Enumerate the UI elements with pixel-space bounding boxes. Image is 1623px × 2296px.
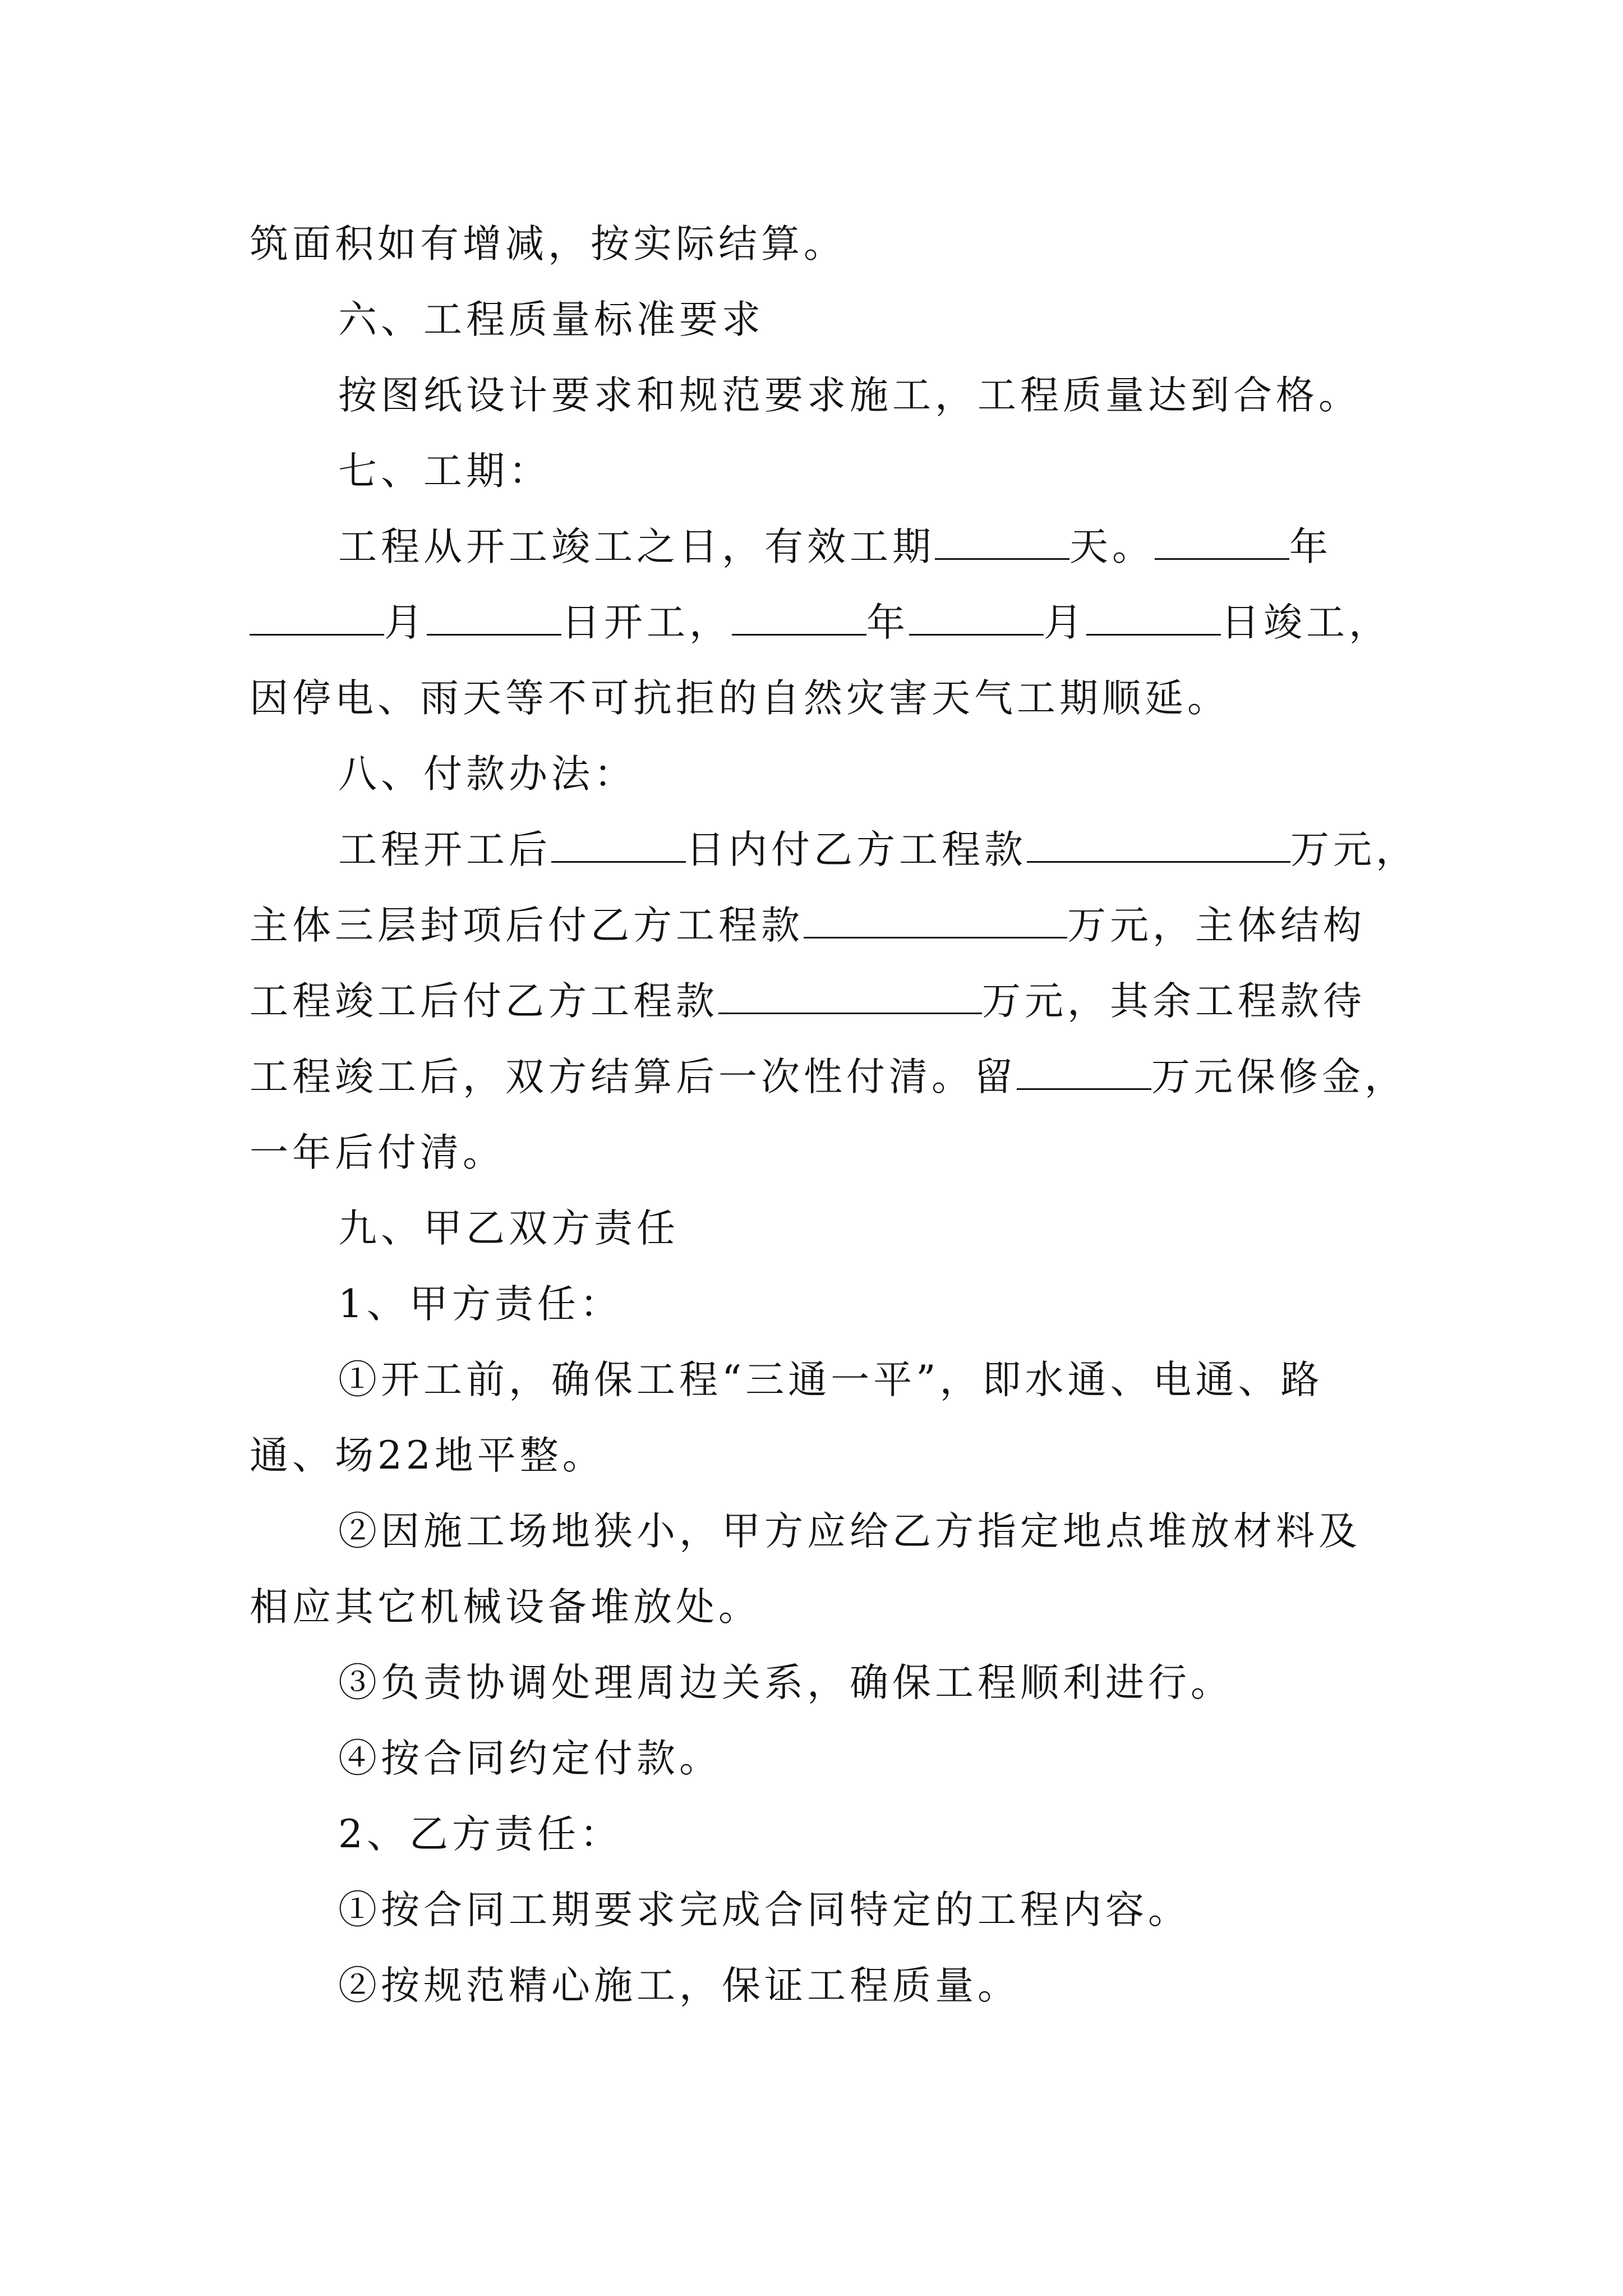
section-heading-responsibilities: 九、甲乙双方责任: [338, 1206, 679, 1251]
text-line: 工程开工后 日内付乙方工程款 万元，: [338, 827, 1418, 872]
blank-field: [1086, 600, 1221, 636]
section-heading-quality: 六、工程质量标准要求: [338, 297, 764, 342]
subheading-party-b: 2、乙方责任：: [338, 1812, 623, 1857]
text-line: 月 日开工， 年 月 日竣工，: [250, 595, 1416, 651]
text-line: ④按合同约定付款。: [338, 1736, 722, 1781]
blank-field: [1027, 827, 1290, 863]
text-line: ①开工前，确保工程“三通一平”，即水通、电通、路: [338, 1358, 1324, 1402]
blank-field: [551, 827, 686, 863]
text-line: 工程竣工后，双方结算后一次性付清。留 万元保修金，: [250, 1055, 1407, 1099]
text-line: 主体三层封项后付乙方工程款 万元，主体结构: [250, 903, 1366, 948]
blank-field: [1017, 1055, 1151, 1090]
blank-field: [935, 524, 1069, 560]
text-line: ②按规范精心施工，保证工程质量。: [338, 1963, 1020, 2008]
text-line: 因停电、雨天等不可抗拒的自然灾害天气工期顺延。: [250, 676, 1230, 721]
blank-field: [732, 600, 866, 636]
text-line: 工程竣工后付乙方工程款 万元，其余工程款待: [250, 979, 1366, 1024]
text-line: ②因施工场地狭小，甲方应给乙方指定地点堆放材料及: [338, 1509, 1361, 1554]
subheading-party-a: 1、甲方责任：: [338, 1282, 623, 1327]
text-line: 一年后付清。: [250, 1130, 505, 1175]
section-heading-payment: 八、付款办法：: [338, 752, 637, 797]
text-line: ①按合同工期要求完成合同特定的工程内容。: [338, 1888, 1191, 1932]
text-line: 按图纸设计要求和规范要求施工，工程质量达到合格。: [338, 373, 1361, 418]
blank-field: [250, 600, 384, 636]
text-line: 筑面积如有增减，按实际结算。: [250, 222, 846, 266]
blank-field: [718, 979, 982, 1014]
text-line: 相应其它机械设备堆放处。: [250, 1585, 761, 1630]
blank-field: [427, 600, 561, 636]
text-line: 工程从开工竣工之日，有效工期 天。 年: [338, 524, 1332, 569]
section-heading-duration: 七、工期：: [338, 449, 551, 494]
blank-field: [909, 600, 1044, 636]
blank-field: [1155, 524, 1289, 560]
blank-field: [804, 903, 1067, 938]
text-line: 通、场22地平整。: [250, 1433, 605, 1478]
text-line: ③负责协调处理周边关系，确保工程顺利进行。: [338, 1660, 1233, 1705]
